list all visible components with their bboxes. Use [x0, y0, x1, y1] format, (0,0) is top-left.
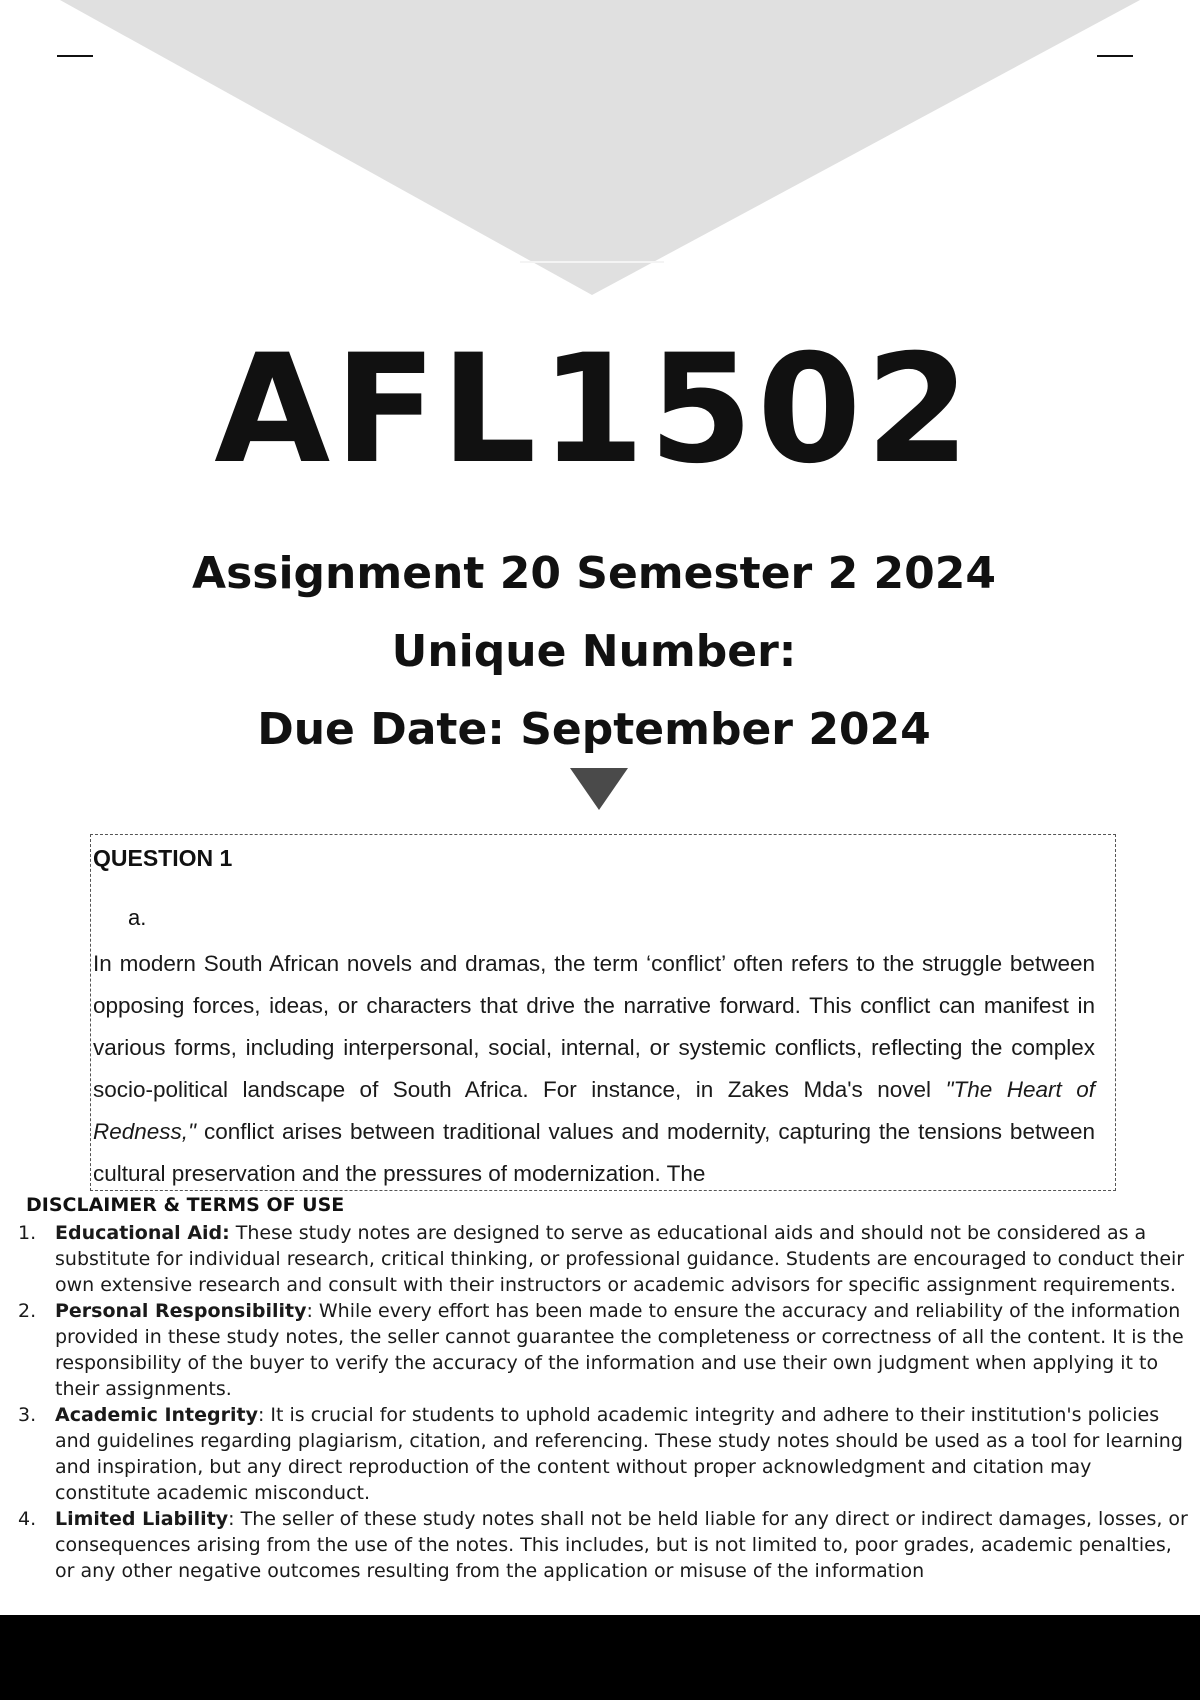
disclaimer-item-term: Educational Aid:	[55, 1222, 230, 1244]
header-banner-chevron	[0, 0, 1200, 300]
disclaimer-item	[0, 1402, 1190, 1506]
disclaimer-item-term: Personal Responsibility	[55, 1300, 307, 1322]
disclaimer-item-text: : While every effort has been made to ensure the accuracy and reliability of the information provided in these study notes, the seller cannot guarantee the completeness or correctness of all the content. It is the responsibility of the buyer to verify the accuracy of the information and use their own judgment when applying it to their assignments.	[55, 1300, 1184, 1400]
disclaimer-item-number: 1.	[18, 1222, 37, 1244]
question-part-label: a.	[128, 905, 147, 930]
disclaimer-title: DISCLAIMER & TERMS OF USE	[26, 1194, 345, 1216]
disclaimer-item-text: : It is crucial for students to uphold academic integrity and adhere to their institution's policies and guidelines regarding plagiarism, citation, and referencing. These study notes should be used as a tool for learning and inspiration, but any direct reproduction of the content without proper acknowledgment and citation may constitute academic misconduct.	[55, 1404, 1183, 1504]
due-date-label: Due Date: September 2024	[257, 704, 931, 755]
disclaimer-item-number: 3.	[18, 1404, 37, 1426]
course-code-title: AFL1502	[214, 323, 974, 497]
disclaimer-item-text: : The seller of these study notes shall not be held liable for any direct or indirect damages, losses, or consequences arising from the use of the notes. This includes, but is not limited to, poor grades, academic penalties, or any other negative outcomes resulting from the application or misuse of the information	[55, 1508, 1188, 1582]
disclaimer-item-term: Academic Integrity	[55, 1404, 258, 1426]
footer-bar	[0, 1615, 1200, 1700]
unique-number-label: Unique Number:	[391, 626, 797, 677]
book-title: "The Heart of Redness,"	[93, 1077, 1096, 1144]
corner-line-left	[57, 55, 93, 57]
disclaimer-item	[0, 1220, 1190, 1298]
disclaimer-item-number: 2.	[18, 1300, 37, 1322]
disclaimer-list	[0, 1220, 1190, 1584]
question-body-text	[93, 943, 1095, 1191]
disclaimer-item	[0, 1506, 1190, 1584]
disclaimer-item-text: These study notes are designed to serve as educational aids and should not be considered as a substitute for individual research, critical thinking, or professional guidance. Students are encouraged to conduct their own extensive research and consult with their instructors or academic advisors for specific assignment requirements.	[55, 1222, 1185, 1296]
question-heading: QUESTION 1	[93, 845, 233, 871]
assignment-title: Assignment 20 Semester 2 2024	[192, 548, 996, 599]
question-continuation: conflict arises between traditional values and modernity, capturing the tensions between cultural preservation and the pressures of modernization. The	[93, 1119, 1095, 1186]
disclaimer-item-number: 4.	[18, 1508, 37, 1530]
disclaimer-item-term: Limited Liability	[55, 1508, 229, 1530]
corner-line-right	[1097, 55, 1133, 57]
disclaimer-item	[0, 1298, 1190, 1402]
down-arrow-icon	[570, 768, 628, 810]
question-preview-box	[90, 834, 1116, 1191]
question-intro: In modern South African novels and dramas, the term ‘conflict’ often refers to the struggle between opposing forces, ideas, or characters that drive the narrative forward. This conflict can manifest in various forms, including interpersonal, social, internal, or systemic conflicts, reflecting the complex socio-political landscape of South Africa. For instance, in Zakes Mda's novel	[93, 951, 1095, 1102]
